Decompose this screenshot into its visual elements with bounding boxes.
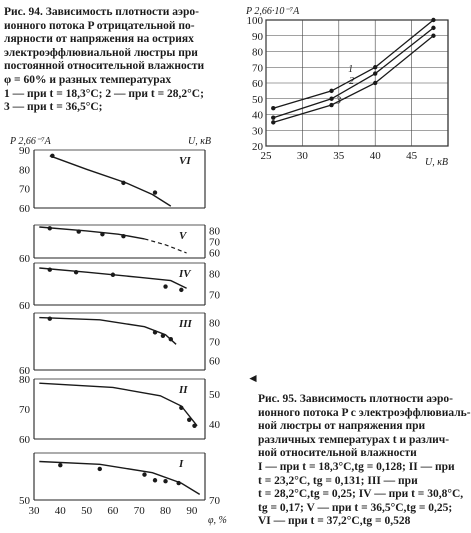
caption-line: I — при t = 18,3°C,tg = 0,128; II — при — [258, 460, 455, 473]
data-point — [121, 181, 125, 185]
panel-label: IV — [179, 268, 191, 280]
caption-line: постоянной относительной влажности — [4, 60, 205, 73]
x-tick-label: 40 — [369, 150, 381, 162]
data-point — [121, 234, 125, 238]
panel-label: I — [179, 458, 184, 470]
panel-V — [19, 225, 221, 265]
y-tick-label: 90 — [19, 145, 30, 157]
panel-label: VI — [179, 155, 191, 167]
figure-94-chart — [230, 0, 471, 182]
y-tick-label: 80 — [19, 164, 30, 177]
x-axis-label: U, кВ — [425, 157, 449, 168]
data-point — [74, 270, 78, 274]
caption-line: 3 — при t = 36,5°C; — [4, 101, 103, 114]
series-line-1 — [273, 20, 433, 108]
x-tick-label: 30 — [28, 505, 40, 517]
panel-II — [19, 374, 221, 446]
panel-label: II — [179, 384, 188, 396]
data-point — [373, 65, 377, 69]
data-point — [373, 71, 377, 75]
data-point — [142, 472, 146, 476]
y-tick-label: 30 — [252, 125, 263, 138]
data-point — [431, 18, 435, 22]
x-tick-label: 80 — [160, 505, 172, 517]
data-point — [187, 418, 191, 422]
panel-VI — [19, 145, 205, 215]
y-tick-label: 60 — [252, 78, 263, 90]
x-tick-label: 70 — [133, 505, 145, 517]
y-tick-label: 50 — [19, 495, 30, 507]
x-axis-label: φ, % — [208, 515, 227, 526]
y-tick-label: 60 — [19, 434, 30, 446]
y-tick-label-right: 50 — [209, 389, 220, 401]
data-point — [329, 97, 333, 101]
data-point — [271, 115, 275, 119]
x-tick-label: 50 — [81, 505, 93, 517]
y-tick-label-right: 80 — [209, 268, 220, 281]
caption-line: t = 28,2°C,tg = 0,25; IV — при t = 30,8°C, — [258, 488, 464, 501]
data-point — [153, 478, 157, 482]
caption-line: 1 — при t = 18,3°C; 2 — при t = 28,2°C; — [4, 87, 204, 100]
curve-label: 1 — [348, 63, 354, 75]
figure-95-chart — [0, 130, 240, 533]
panel-label: III — [179, 318, 192, 330]
data-point — [163, 479, 167, 483]
caption-line: различных температурах t и различ- — [258, 433, 450, 446]
y-axis-label-right: U, кВ — [188, 136, 212, 147]
y-axis-label: P 2,66·10⁻⁷A — [246, 6, 300, 17]
y-tick-label: 60 — [19, 300, 30, 312]
data-point — [176, 481, 180, 485]
caption-line: tg = 0,17; V — при t = 36,5°C,tg = 0,25; — [258, 501, 453, 514]
left-arrow-icon: ◄ — [247, 371, 259, 385]
caption-line: ной люстры от напряжения при — [258, 420, 426, 433]
y-tick-label: 70 — [19, 183, 30, 196]
panel-curve — [39, 383, 197, 426]
caption-line: ионного потока P с электроэффлювиаль- — [258, 406, 471, 419]
data-point — [271, 106, 275, 110]
y-tick-label: 60 — [19, 203, 30, 215]
data-point — [271, 120, 275, 124]
caption-line: электроэффлювиальной люстры при — [4, 46, 198, 59]
y-tick-label: 70 — [252, 62, 263, 75]
panel-III — [19, 313, 221, 377]
data-point — [48, 268, 52, 272]
series-line-2 — [273, 28, 433, 118]
data-point — [48, 317, 52, 321]
panel-label: V — [179, 230, 187, 242]
panel-IV — [19, 263, 221, 312]
panel-curve — [50, 156, 171, 206]
data-point — [48, 226, 52, 230]
y-tick-label-right: 80 — [209, 225, 220, 238]
x-tick-label: 45 — [406, 150, 418, 162]
data-point — [431, 26, 435, 30]
data-point — [153, 330, 157, 334]
y-tick-label: 80 — [19, 374, 30, 386]
panel-curve — [39, 227, 144, 239]
caption-line: ионного потока P отрицательной по- — [4, 19, 195, 32]
data-point — [192, 424, 196, 428]
x-tick-label: 25 — [260, 150, 272, 162]
data-point — [169, 337, 173, 341]
y-tick-label: 20 — [252, 141, 263, 153]
caption-line: лярности от напряжения на остриях — [4, 33, 194, 46]
data-point — [163, 284, 167, 288]
panel-I — [19, 453, 221, 507]
data-point — [179, 406, 183, 410]
caption-line: ной относительной влажности — [258, 447, 417, 460]
x-tick-label: 60 — [107, 505, 119, 517]
data-point — [77, 229, 81, 233]
data-point — [100, 232, 104, 236]
figure-94-caption — [4, 6, 236, 115]
data-point — [373, 81, 377, 85]
data-point — [153, 190, 157, 194]
y-tick-label: 100 — [246, 15, 263, 27]
x-tick-label: 35 — [333, 150, 345, 162]
caption-line: VI — при t = 37,2°C,tg = 0,528 — [258, 515, 411, 528]
y-tick-label: 70 — [19, 404, 30, 416]
panel-curve — [39, 462, 199, 495]
y-tick-label: 40 — [252, 109, 263, 122]
y-tick-label-right: 60 — [209, 247, 220, 260]
x-tick-label: 40 — [54, 505, 66, 517]
data-point — [329, 103, 333, 107]
data-point — [111, 273, 115, 277]
y-tick-label: 60 — [19, 253, 30, 265]
y-tick-label: 50 — [252, 93, 263, 106]
y-tick-label-right: 70 — [209, 236, 220, 249]
y-tick-label-right: 80 — [209, 317, 220, 330]
caption-line: Рис. 94. Зависимость плотности аэро- — [4, 6, 199, 18]
caption-line: t = 23,2°C, tg = 0,131; III — при — [258, 474, 418, 487]
data-point — [431, 34, 435, 38]
data-point — [179, 288, 183, 292]
x-tick-label: 30 — [296, 150, 308, 162]
data-point — [98, 467, 102, 471]
curve-label: 3 — [336, 95, 342, 107]
y-tick-label-right: 70 — [209, 289, 220, 302]
data-point — [161, 334, 165, 338]
y-axis-label: P 2,66⁻⁷A — [10, 136, 51, 147]
data-point — [329, 89, 333, 93]
caption-line: Рис. 95. Зависимость плотности аэро- — [258, 393, 453, 405]
y-tick-label: 80 — [252, 46, 263, 59]
y-tick-label-right: 60 — [209, 355, 220, 368]
y-tick-label-right: 40 — [209, 419, 220, 431]
y-tick-label: 60 — [19, 365, 30, 377]
x-tick-label: 90 — [186, 505, 198, 517]
caption-line: φ = 60% и разных температурах — [4, 73, 172, 86]
curve-label: 2 — [349, 76, 355, 88]
figure-95-caption — [258, 393, 470, 529]
y-tick-label: 90 — [252, 30, 263, 43]
y-tick-label-right: 70 — [209, 336, 220, 349]
data-point — [50, 154, 54, 158]
data-point — [58, 463, 62, 467]
y-tick-label-right: 70 — [209, 495, 220, 507]
